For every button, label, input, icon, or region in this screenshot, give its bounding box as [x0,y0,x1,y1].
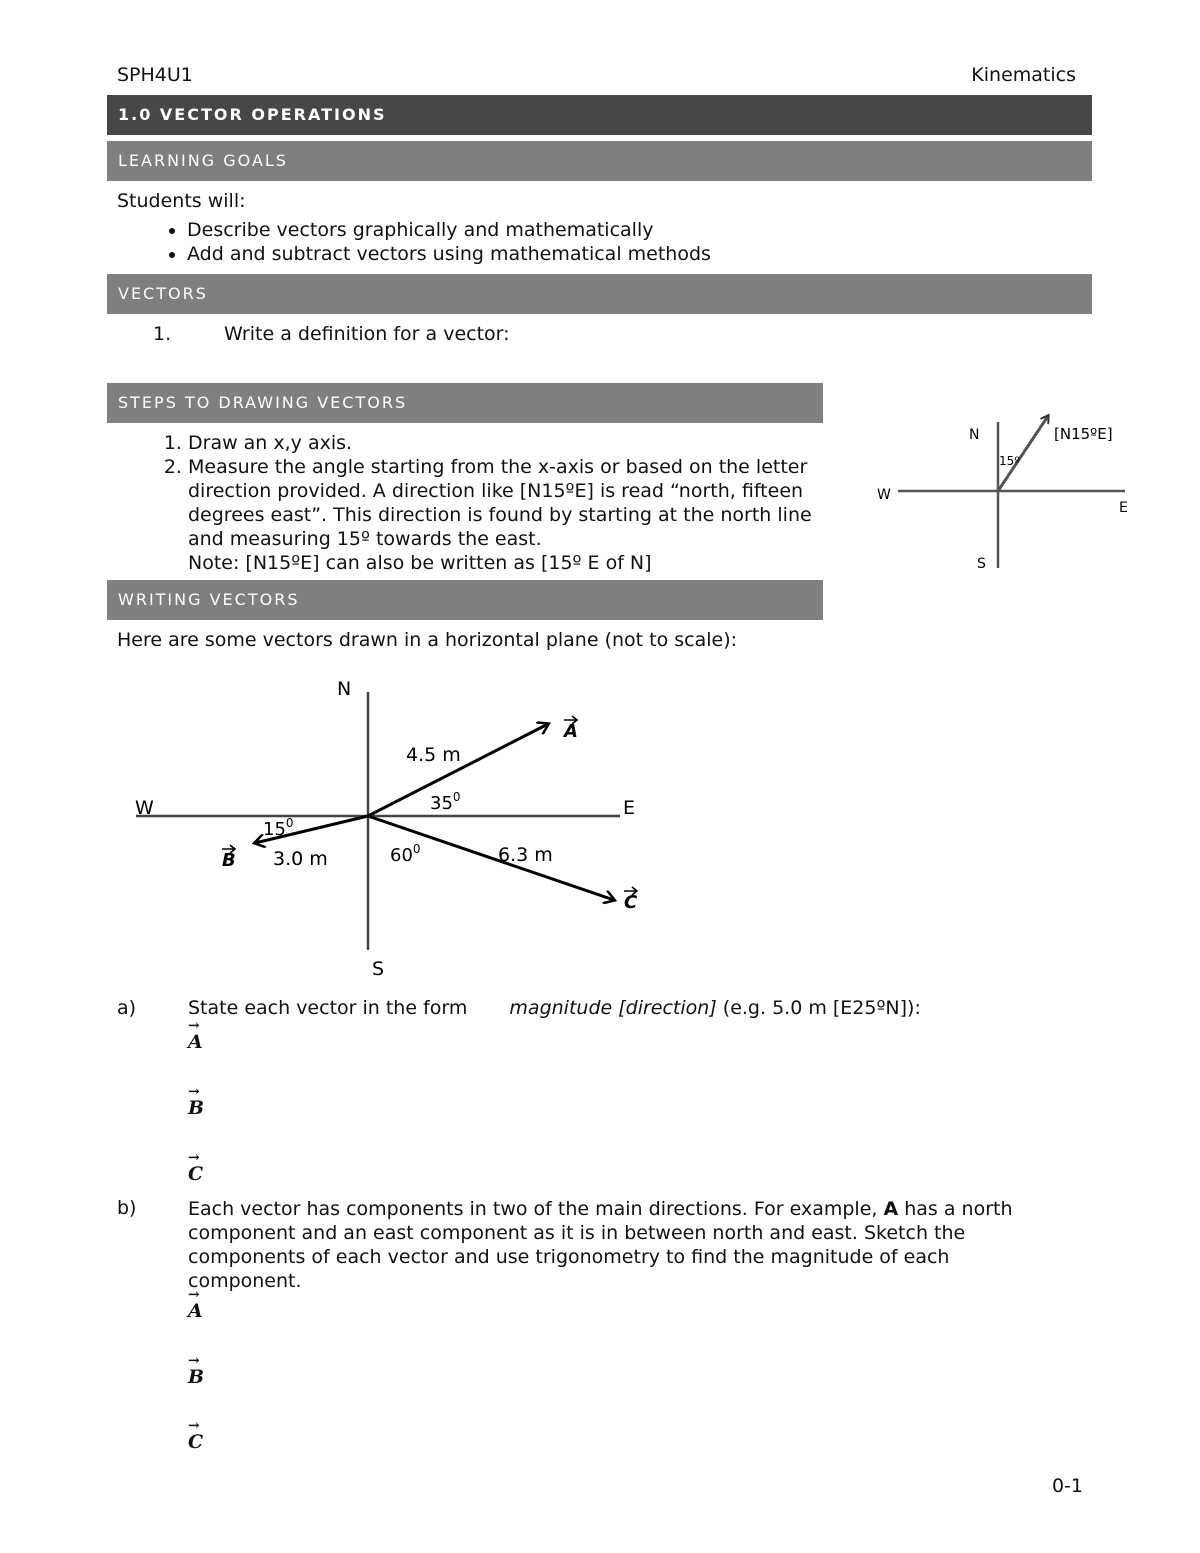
compass-diagram [860,400,1160,590]
vector-b-magnitude: 3.0 m [273,848,328,870]
learning-goals-list [150,218,711,266]
question-1-number: 1. [153,323,172,345]
title-bar: 1.0 VECTOR OPERATIONS [107,95,1092,135]
list-item: • Add and subtract vectors using mathematical methods [187,242,711,266]
part-a-text: State each vector in the form magnitude [direction] (e.g. 5.0 m [E25ºN]): [188,997,921,1019]
steps-list [148,431,828,575]
compass-angle-label: 15º [999,454,1020,468]
steps-heading: STEPS TO DRAWING VECTORS [107,383,823,423]
step-2-text: Measure the angle starting from the x-axis or based on the letter direction provided. A direction like [N15ºE] is read “north, fifteen degrees east”. This direction is found by starting at the north line and measuring 15º towards the east. [188,456,812,550]
course-code: SPH4U1 [117,64,193,86]
part-b-label: b) [117,1197,137,1219]
svg-text:C: C [624,892,638,913]
list-item: • Describe vectors graphically and mathematically [187,218,711,242]
diagram-w-label: W [135,797,154,819]
compass-s-label: S [977,556,986,572]
svg-text:A: A [564,721,578,742]
vector-b-angle: $15^0$ [263,816,294,840]
vector-a-angle: $35^0$ [430,790,461,814]
compass-w-label: W [877,487,891,503]
part-b-vector-c: → C [188,1431,203,1453]
part-a-label: a) [117,997,137,1019]
diagram-s-label: S [372,958,385,980]
part-b-vector-b: → B [188,1366,204,1388]
vector-c-magnitude: 6.3 m [498,844,553,866]
compass-e-label: E [1119,500,1128,516]
writing-vectors-intro: Here are some vectors drawn in a horizontal plane (not to scale): [117,629,738,651]
diagram-e-label: E [623,797,636,819]
compass-direction-label: [N15ºE] [1054,425,1113,443]
vector-c-label [624,887,638,913]
writing-vectors-heading: WRITING VECTORS [107,580,823,620]
learning-goals-intro: Students will: [117,190,246,212]
unit-name: Kinematics [971,64,1076,86]
step-note: Note: [N15ºE] can also be written as [15º E of N] [188,552,652,574]
part-b-vector-a: → A [188,1300,203,1322]
diagram-n-label: N [337,678,352,700]
part-b-text: Each vector has components in two of the main directions. For example, A has a north component and an east component as it is in between north and east. Sketch the components of each vector and use trigonometry to find the magnitude of each component. [188,1198,1013,1292]
list-item: 1. Draw an x,y axis. [188,431,828,455]
part-a-vector-a: → A [188,1031,203,1053]
learning-goals-heading: LEARNING GOALS [107,141,1092,181]
svg-text:B: B [222,850,236,871]
compass-n-label: N [969,427,980,443]
part-a-vector-b: → B [188,1097,204,1119]
vector-a-label [562,716,578,742]
list-item [188,455,828,575]
part-a-vector-c: → C [188,1163,203,1185]
vectors-heading: VECTORS [107,274,1092,314]
vector-a-magnitude: 4.5 m [406,744,461,766]
page-number: 0-1 [1051,1475,1083,1497]
question-1-text: Write a definition for a vector: [224,323,510,345]
vector-c-angle: $60^0$ [390,842,421,866]
vector-diagram [120,670,680,990]
vector-b-label [222,845,236,871]
